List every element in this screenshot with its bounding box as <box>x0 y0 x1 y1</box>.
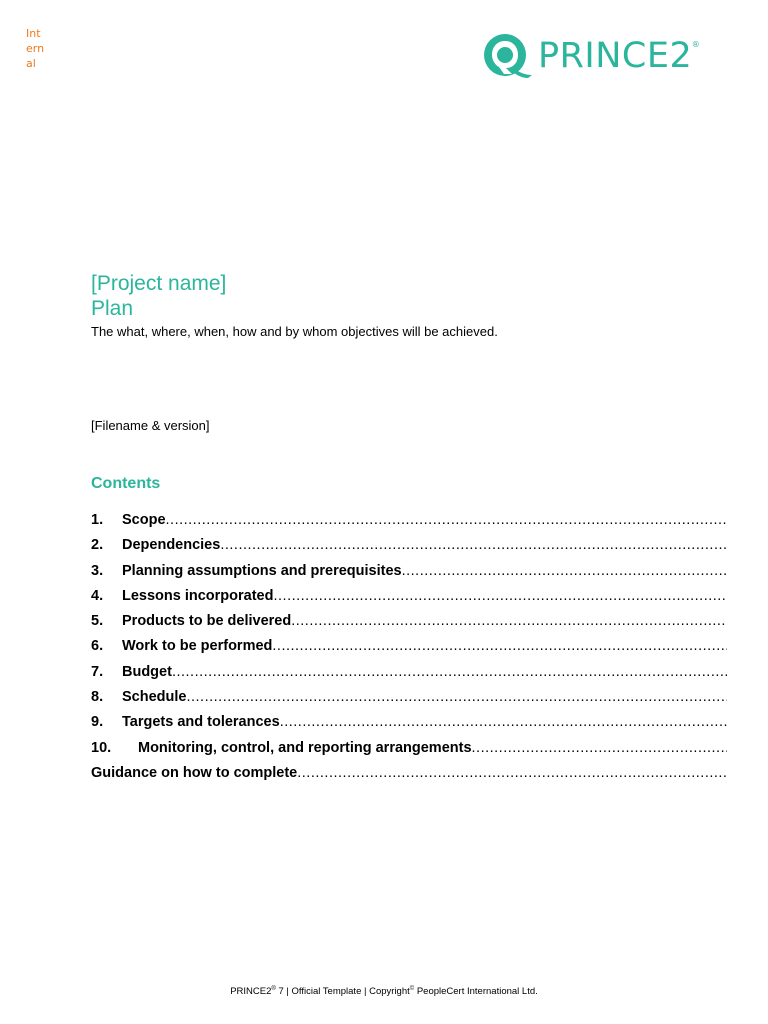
toc-entry-number: 8. <box>91 689 104 706</box>
toc-entry-title: Monitoring, control, and reporting arrangements <box>138 739 472 756</box>
toc-entry-title: Guidance on how to complete <box>91 764 298 781</box>
footer-registered-mark: ® <box>271 986 276 992</box>
prince2-logo <box>482 33 701 79</box>
toc-entry-title: Lessons incorporated <box>122 587 274 604</box>
toc-entry-title: Planning assumptions and prerequisites <box>122 562 402 579</box>
toc-leader-dots <box>172 660 727 685</box>
toc-entry-title: Schedule <box>122 689 187 706</box>
toc-entry-title: Budget <box>122 663 172 680</box>
toc-entry-guidance[interactable] <box>91 761 727 786</box>
footer-brand: PRINCE2 <box>230 986 272 998</box>
toc-leader-dots <box>186 685 727 710</box>
document-type-title: Plan <box>91 297 134 320</box>
toc-entry-number: 1. <box>91 512 104 528</box>
toc-leader-dots <box>402 559 727 584</box>
toc-entry-scope[interactable] <box>91 508 727 533</box>
prince2-wordmark <box>538 35 701 76</box>
toc-entry-title: Dependencies <box>122 537 221 554</box>
toc-entry-number: 10. <box>91 739 112 756</box>
toc-leader-dots <box>280 710 727 735</box>
toc-entry-dependencies[interactable] <box>91 533 727 558</box>
toc-leader-dots <box>166 508 727 533</box>
toc-entry-number: 6. <box>91 638 104 655</box>
logo-text: PRINCE2 <box>538 35 693 76</box>
toc-leader-dots <box>272 634 727 659</box>
toc-entry-number: 4. <box>91 587 104 604</box>
toc-entry-title: Scope <box>122 512 166 528</box>
toc-entry-planning-assumptions[interactable] <box>91 559 727 584</box>
toc-entry-title: Products to be delivered <box>122 613 292 630</box>
footer-template-text: 7 | Official Template | Copyright <box>275 986 410 998</box>
toc-entry-title: Targets and tolerances <box>122 714 280 731</box>
toc-entry-schedule[interactable] <box>91 685 727 710</box>
toc-entry-budget[interactable] <box>91 660 727 685</box>
document-subtitle: The what, where, when, how and by whom objectives will be achieved. <box>91 324 498 339</box>
toc-entry-work-to-be-performed[interactable] <box>91 634 727 659</box>
logo-registered-mark: ® <box>691 39 701 49</box>
toc-entry-number: 9. <box>91 714 104 731</box>
prince2-q-icon <box>482 33 534 79</box>
classification-label: Internal <box>26 27 45 70</box>
toc-entry-targets-and-tolerances[interactable] <box>91 710 727 735</box>
filename-version-placeholder: [Filename & version] <box>91 418 210 433</box>
document-title <box>91 271 226 321</box>
contents-heading: Contents <box>91 475 161 492</box>
toc-leader-dots <box>220 533 727 558</box>
toc-entry-number: 3. <box>91 562 104 579</box>
footer-copyright-mark: © <box>409 986 415 992</box>
toc-entry-number: 5. <box>91 613 104 630</box>
page-footer <box>0 983 768 998</box>
footer-owner: PeopleCert International Ltd. <box>414 986 538 998</box>
toc-entry-number: 7. <box>91 663 104 680</box>
toc-entry-lessons-incorporated[interactable] <box>91 584 727 609</box>
toc-entry-title: Work to be performed <box>122 638 273 655</box>
project-name-placeholder: [Project name] <box>91 272 227 295</box>
table-of-contents <box>91 508 727 786</box>
toc-leader-dots <box>273 584 727 609</box>
toc-entry-products-to-be-delivered[interactable] <box>91 609 727 634</box>
toc-entry-number: 2. <box>91 537 104 554</box>
toc-leader-dots <box>297 761 727 786</box>
toc-leader-dots <box>291 609 727 634</box>
toc-leader-dots <box>472 736 727 761</box>
toc-entry-monitoring-control-reporting[interactable] <box>91 736 727 761</box>
